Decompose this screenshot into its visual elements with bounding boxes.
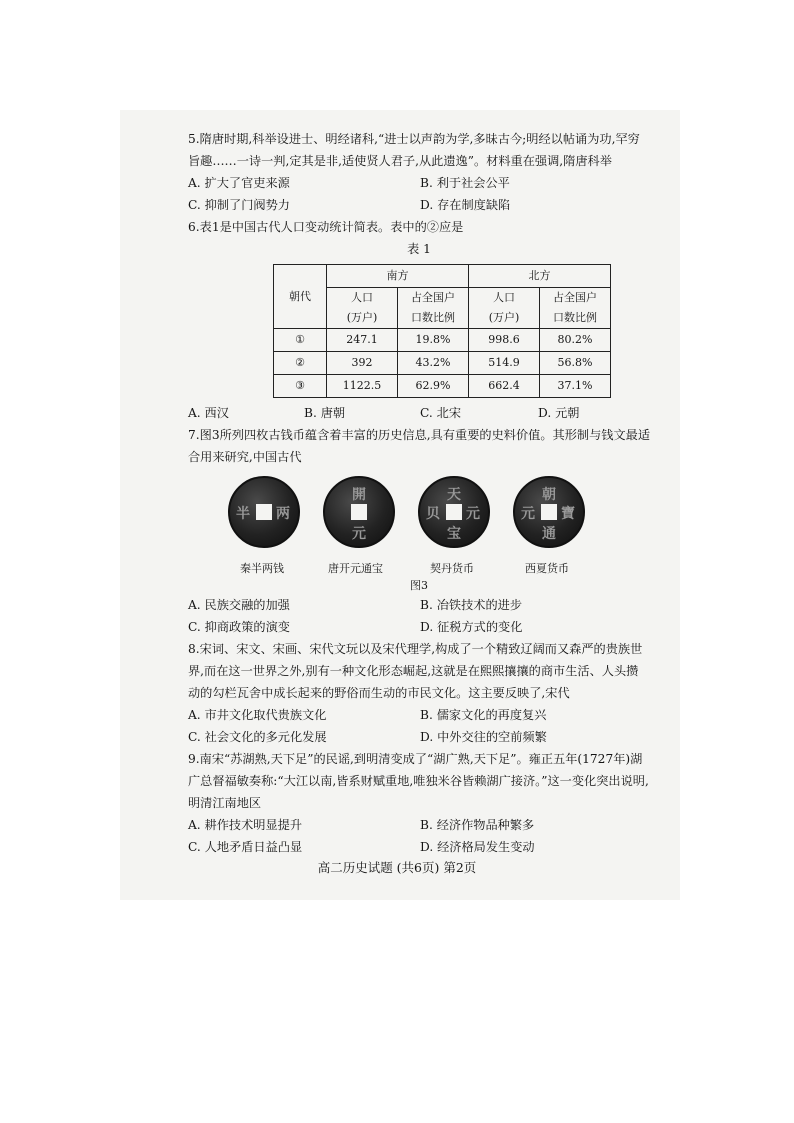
cell-north-ratio: 80.2% [540, 329, 611, 352]
cell-dynasty: ① [274, 329, 327, 352]
coin-label: 西夏货币 [525, 562, 569, 575]
header-pop-unit: (万户) [346, 311, 378, 324]
coin-glyph: 贝 [426, 506, 440, 522]
question-9-options [188, 814, 650, 858]
option-d: D. 经济格局发生变动 [420, 840, 535, 854]
option-c: C. 人地矛盾日益凸显 [188, 840, 303, 854]
header-north: 北方 [469, 265, 611, 288]
option-a: A. 耕作技术明显提升 [188, 818, 303, 832]
option-a: A. 西汉 [188, 406, 229, 420]
coin-glyph: 朝 [542, 487, 556, 503]
option-a: A. 市井文化取代贵族文化 [188, 708, 327, 722]
coin-khitan-image [418, 476, 490, 548]
coin-glyph: 宝 [447, 526, 461, 542]
cell-south-ratio: 19.8% [398, 329, 469, 352]
option-d: D. 元朝 [538, 406, 580, 420]
question-7-options [188, 594, 650, 638]
header-ratio-label2: 口数比例 [553, 311, 597, 324]
header-south-pop [327, 288, 398, 329]
page-footer: 高二历史试题 (共6页) 第2页 [317, 860, 477, 875]
question-8-stem: 8.宋词、宋文、宋画、宋代文玩以及宋代理学,构成了一个精致辽阔而又森严的贵族世界,而在这一世界之外,别有一种文化形态崛起,这就是在熙熙攘攘的商市生活、人头攒动的勾栏瓦舍中成长起来的野俗而生动的市民文化。这主要反映了,宋代 [188, 642, 643, 700]
exam-content [188, 128, 650, 858]
cell-north-pop: 998.6 [469, 329, 540, 352]
option-c: C. 北宋 [420, 406, 462, 420]
coin-label: 唐开元通宝 [328, 562, 383, 575]
question-7 [188, 424, 650, 638]
question-5-stem: 5.隋唐时期,科举设进士、明经诸科,“进士以声韵为学,多昧古今;明经以帖诵为功,罕穷旨趣……一诗一判,定其是非,适使贤人君子,从此遗逸”。材料重在强调,隋唐科举 [188, 132, 640, 168]
header-north-pop [469, 288, 540, 329]
coin-glyph: 元 [352, 526, 366, 542]
coin-glyph: 通 [542, 526, 556, 542]
cell-south-pop: 392 [327, 352, 398, 375]
cell-south-ratio: 43.2% [398, 352, 469, 375]
cell-south-ratio: 62.9% [398, 375, 469, 398]
header-north-ratio [540, 288, 611, 329]
question-6-options [188, 402, 650, 424]
cell-dynasty: ③ [274, 375, 327, 398]
option-c: C. 抑商政策的演变 [188, 620, 290, 634]
header-ratio-label2: 口数比例 [411, 311, 455, 324]
question-8-options [188, 704, 650, 748]
option-d: D. 征税方式的变化 [420, 620, 523, 634]
coin-label: 秦半两钱 [240, 562, 284, 575]
header-dynasty: 朝代 [274, 265, 327, 329]
option-b: B. 利于社会公平 [420, 176, 510, 190]
table-row [274, 329, 611, 352]
table-header-row [274, 265, 611, 288]
header-pop-label: 人口 [351, 291, 373, 304]
header-pop-label: 人口 [493, 291, 515, 304]
population-table [273, 264, 611, 398]
question-6 [188, 216, 650, 424]
question-9 [188, 748, 650, 858]
coin-western-xia-image [513, 476, 585, 548]
coin-label: 契丹货币 [430, 562, 474, 575]
table-row [274, 375, 611, 398]
header-pop-unit: (万户) [488, 311, 520, 324]
cell-dynasty: ② [274, 352, 327, 375]
question-9-stem: 9.南宋“苏湖熟,天下足”的民谣,到明清变成了“湖广熟,天下足”。雍正五年(1727年)湖广总督福敏奏称:“大江以南,皆系财赋重地,唯独米谷皆赖湖广接济。”这一变化突出说明,明清江南地区 [188, 752, 649, 810]
coin-figure [188, 474, 650, 594]
question-8 [188, 638, 650, 748]
option-b: B. 唐朝 [304, 406, 346, 420]
cell-north-pop: 662.4 [469, 375, 540, 398]
header-ratio-label: 占全国户 [553, 291, 597, 304]
option-a: A. 扩大了官吏来源 [188, 176, 290, 190]
cell-north-ratio: 56.8% [540, 352, 611, 375]
question-6-stem: 6.表1是中国古代人口变动统计简表。表中的②应是 [188, 220, 464, 234]
header-ratio-label: 占全国户 [411, 291, 455, 304]
cell-south-pop: 247.1 [327, 329, 398, 352]
coin-kaiyuan-tongbao-image [323, 476, 395, 548]
coin-glyph: 元 [466, 506, 480, 522]
cell-north-ratio: 37.1% [540, 375, 611, 398]
table-row [274, 352, 611, 375]
option-b: B. 经济作物品种繁多 [420, 818, 535, 832]
cell-south-pop: 1122.5 [327, 375, 398, 398]
coin-qin-banliang-image [228, 476, 300, 548]
option-b: B. 儒家文化的再度复兴 [420, 708, 547, 722]
option-b: B. 冶铁技术的进步 [420, 598, 523, 612]
coin-glyph: 天 [447, 487, 461, 503]
option-d: D. 中外交往的空前频繁 [420, 730, 547, 744]
coin-glyph: 寶 [561, 506, 575, 522]
figure-caption: 图3 [410, 579, 428, 592]
cell-north-pop: 514.9 [469, 352, 540, 375]
coin-glyph: 元 [521, 506, 535, 522]
table-caption: 表 1 [407, 242, 431, 256]
option-d: D. 存在制度缺陷 [420, 198, 511, 212]
header-south: 南方 [327, 265, 469, 288]
header-south-ratio [398, 288, 469, 329]
option-a: A. 民族交融的加强 [188, 598, 290, 612]
question-5-options [188, 172, 650, 216]
question-5 [188, 128, 650, 216]
question-7-stem: 7.图3所列四枚古钱币蕴含着丰富的历史信息,具有重要的史料价值。其形制与钱文最适合用来研究,中国古代 [188, 428, 651, 464]
coin-glyph: 開 [352, 487, 366, 503]
coin-glyph: 半 [236, 506, 250, 522]
coin-glyph: 两 [276, 506, 290, 522]
option-c: C. 抑制了门阀势力 [188, 198, 290, 212]
option-c: C. 社会文化的多元化发展 [188, 730, 327, 744]
